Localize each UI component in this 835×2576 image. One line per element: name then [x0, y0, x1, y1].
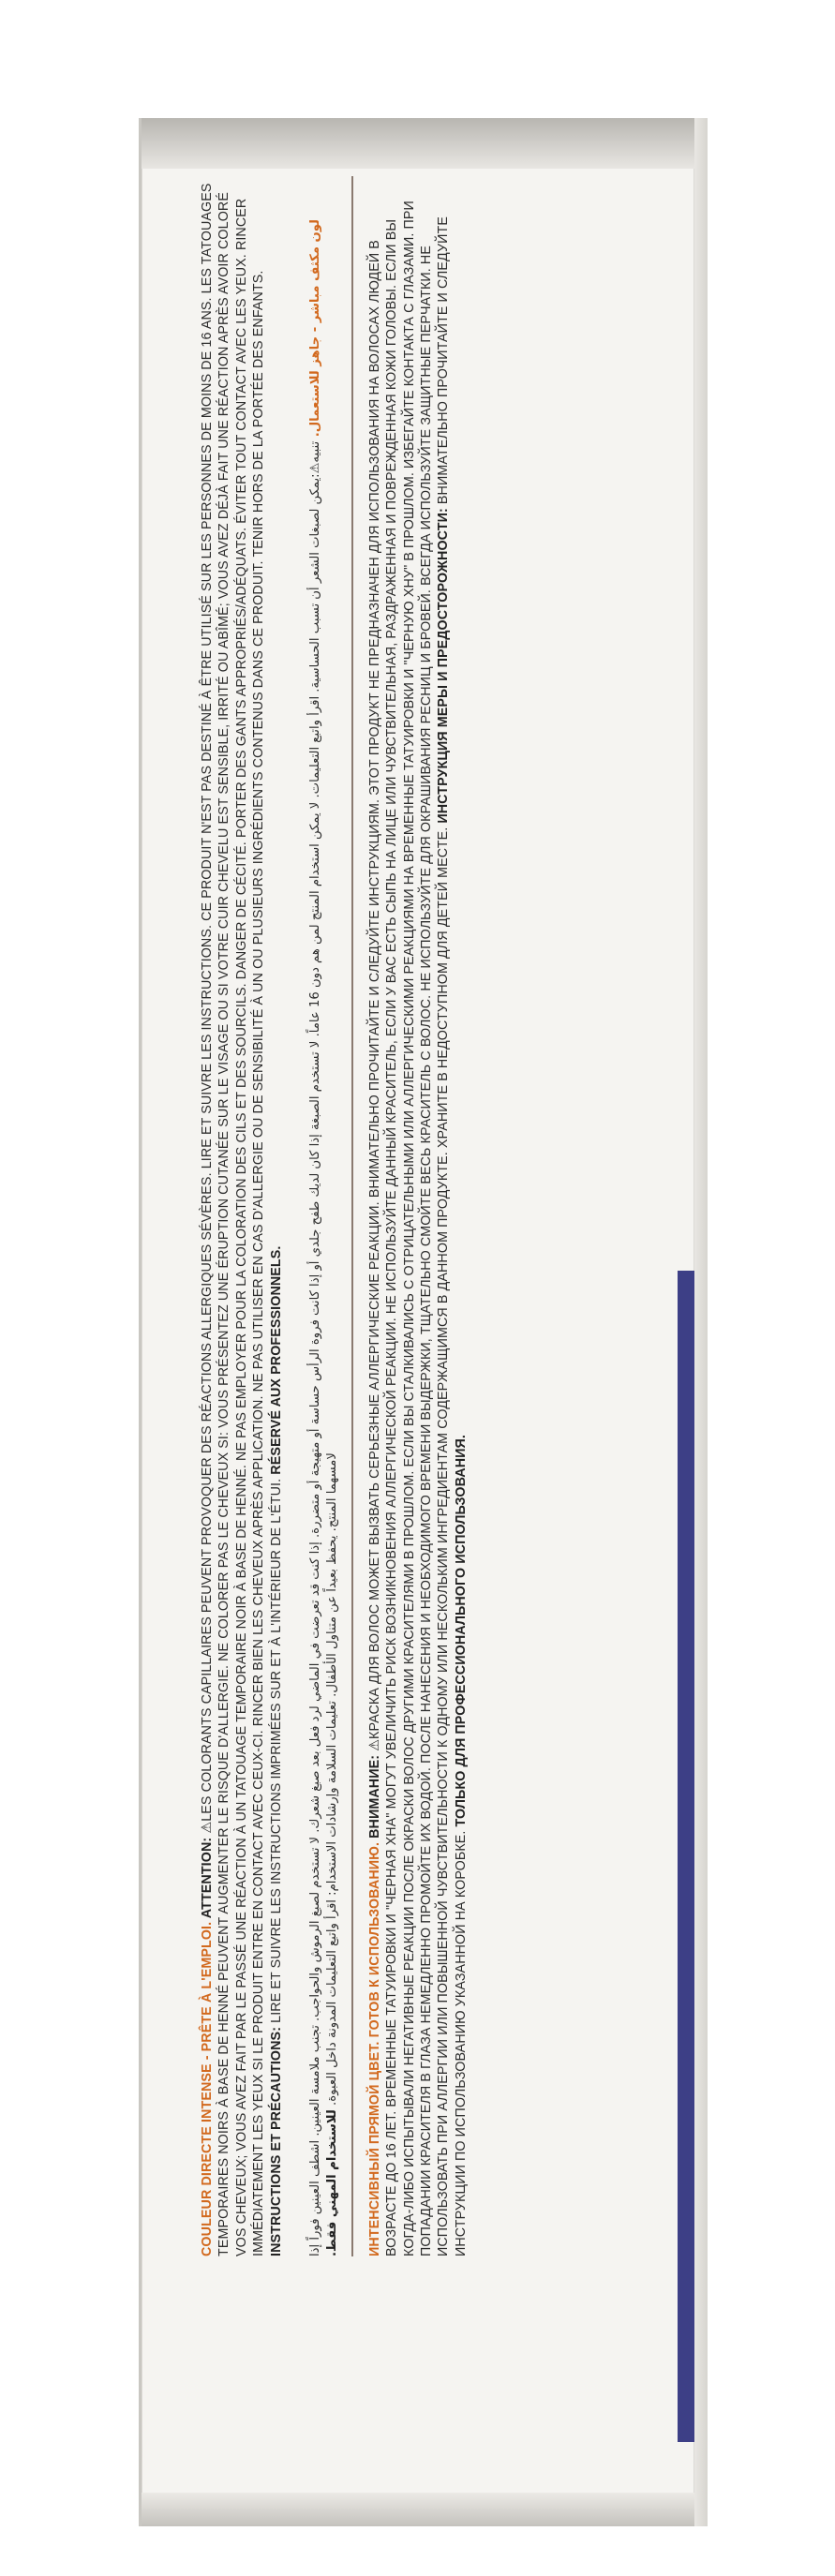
french-instructions-body: LIRE ET SUIVRE LES INSTRUCTIONS IMPRIMÉES SUR ET À L'INTÉRIEUR DE L'ÉTUI.	[268, 1474, 284, 2023]
arabic-title: لون مكثف مباشر - جاهز للاستعمال.	[308, 218, 323, 441]
french-attention-label: ATTENTION:	[200, 1833, 215, 1919]
warning-text-block	[199, 176, 470, 2256]
french-reserve: RÉSERVÉ AUX PROFESSIONNELS.	[268, 1245, 284, 1475]
french-section	[199, 176, 285, 2256]
arabic-warning-body: تنبيه⚠:يمكن لصبغات الشعر أن تسبب الحساسية. اقرأ واتبع التعليمات. لا يمكن استخدام المنتج لمن هم دون 16 عاماً. لا تستخدم الصبغة إذا كان لديك طفح جلدي أو إذا كانت فروة الرأس حساسة أو متهيجة أو متضررة. إذا كنت قد تعرضت في الماضي لرد فعل بعد صبغ شعرك. لا تستخدم لصبغ الرموش والحواجب. تجنب ملامسة العينين. اشطف العينين فوراً إذا لامسهما المنتج. يحفظ بعيداً عن متناول الأطفال.	[308, 440, 340, 2256]
arabic-section	[307, 176, 342, 2256]
russian-attention-label: ВНИМАНИЕ:	[366, 1750, 382, 1839]
russian-instructions-body: ВНИМАТЕЛЬНО ПРОЧИТАЙТЕ И СЛЕДУЙТЕ ИНСТРУКЦИИ ПО ИСПОЛЬЗОВАНИЮ УКАЗАННОЙ НА КОРОБКЕ.	[436, 216, 469, 2256]
panel-bottom-edge	[142, 2493, 694, 2526]
french-title: COULEUR DIRECTE INTENSE - PRÊTE À L'EMPLOI.	[200, 1918, 215, 2256]
section-divider	[351, 176, 353, 2256]
russian-reserve: ТОЛЬКО ДЛЯ ПРОФЕССИОНАЛЬНОГО ИСПОЛЬЗОВАНИЯ.	[453, 1435, 469, 1827]
russian-instructions-label: ИНСТРУКЦИЯ МЕРЫ И ПРЕДОСТОРОЖНОСТИ:	[436, 504, 452, 824]
blue-side-strip	[678, 1271, 694, 2442]
arabic-reserve: للاستخدام المهني فقط.	[325, 2109, 340, 2256]
russian-warning-body: ⚠КРАСКА ДЛЯ ВОЛОС МОЖЕТ ВЫЗВАТЬ СЕРЬЕЗНЫЕ АЛЛЕРГИЧЕСКИЕ РЕАКЦИИ. ВНИМАТЕЛЬНО ПРОЧИТАЙТЕ И СЛЕДУЙТЕ ИНСТРУКЦИЯМ. ЭТОТ ПРОДУКТ НЕ ПРЕДНАЗНАЧЕН ДЛЯ ИСПОЛЬЗОВАНИЯ НА ВОЛОСАХ ЛЮДЕЙ В ВОЗРАСТЕ ДО 16 ЛЕТ. ВРЕМЕННЫЕ ТАТУИРОВКИ И "ЧЕРНАЯ ХНА" МОГУТ УВЕЛИЧИТЬ РИСК ВОЗНИКНОВЕНИЯ АЛЛЕРГИЧЕСКОЙ РЕАКЦИИ. НЕ ИСПОЛЬЗУЙТЕ ДАННЫЙ КРАСИТЕЛЬ, ЕСЛИ У ВАС ЕСТЬ СЫПЬ НА ЛИЦЕ ИЛИ ЧУВСТВИТЕЛЬНАЯ, РАЗДРАЖЕННАЯ И ПОВРЕЖДЕННАЯ КОЖИ ГОЛОВЫ. ЕСЛИ ВЫ КОГДА-ЛИБО ИСПЫТЫВАЛИ НЕГАТИВНЫЕ РЕАКЦИИ ПОСЛЕ ОКРАСКИ ВОЛОС ДРУГИМИ КРАСИТЕЛЯМИ В ПРОШЛОМ. ЕСЛИ ВЫ СТАЛКИВАЛИСЬ С ОТРИЦАТЕЛЬНЫМИ ИЛИ АЛЛЕРГИЧЕСКИМИ РЕАКЦИЯМИ НА ВРЕМЕННЫЕ ТАТУИРОВКИ И "ЧЕРНУЮ ХНУ" В ПРОШЛОМ. ИЗБЕГАЙТЕ КОНТАКТА С ГЛАЗАМИ. ПРИ ПОПАДАНИИ КРАСИТЕЛЯ В ГЛАЗА НЕМЕДЛЕННО ПРОМОЙТЕ ИХ ВОДОЙ. ПОСЛЕ НАНЕСЕНИЯ И НЕОБХОДИМОГО ВРЕМЕНИ ВЫДЕРЖКИ, ТЩАТЕЛЬНО СМОЙТЕ ВЕСЬ КРАСИТЕЛЬ С ВОЛОС. НЕ ИСПОЛЬЗУЙТЕ ДЛЯ ОКРАШИВАНИЯ РЕСНИЦ И БРОВЕЙ. ВСЕГДА ИСПОЛЬЗУЙТЕ ЗАЩИТНЫЕ ПЕРЧАТКИ. НЕ ИСПОЛЬЗОВАТЬ ПРИ АЛЛЕРГИИ ИЛИ ПОВЫШЕННОЙ ЧУВСТВИТЕЛЬНОСТИ К ОДНОМУ ИЛИ НЕСКОЛЬКИМ ИНГРЕДИЕНТАМ СОДЕРЖАЩИМСЯ В ДАННОМ ПРОДУКТЕ. ХРАНИТЕ В НЕДОСТУПНОМ ДЛЯ ДЕТЕЙ МЕСТЕ.	[366, 201, 452, 2256]
arabic-instructions: تعليمات السلامة وإرشادات الاستخدام: اقرأ واتبع التعليمات المدونة داخل العبوة.	[325, 1701, 340, 2110]
panel-top-edge	[142, 118, 694, 169]
russian-section	[366, 176, 470, 2256]
french-warning-body: ⚠LES COLORANTS CAPILLAIRES PEUVENT PROVOQUER DES RÉACTIONS ALLERGIQUES SÉVÈRES. LIRE ET SUIVRE LES INSTRUCTIONS. CE PRODUIT N'EST PAS DESTINÉ À ÊTRE UTILISÉ SUR LES PERSONNES DE MOINS DE 16 ANS. LES TATOUAGES TEMPORAIRES NOIRS À BASE DE HENNÉ PEUVENT AUGMENTER LE RISQUE D'ALLERGIE. NE COLORER PAS LE CHEVEUX SI: VOUS PRÉSENTEZ UNE ÉRUPTION CUTANÉE SUR LE VISAGE OU SI VOTRE CUIR CHEVELU EST SENSIBLE, IRRITÉ OU ABÎMÉ; VOUS AVEZ DÉJÀ FAIT UNE RÉACTION APRÈS AVOIR COLORÉ VOS CHEVEUX; VOUS AVEZ FAIT PAR LE PASSÉ UNE RÉACTION À UN TATOUAGE TEMPORAIRE NOIR À BASE DE HENNÉ. NE PAS EMPLOYER POUR LA COLORATION DES CILS ET DES SOURCILS. DANGER DE CÉCITÉ. PORTER DES GANTS APPROPRIÉS/ADÉQUATS. ÉVITER TOUT CONTACT AVEC LES YEUX. RINCER IMMÉDIATEMENT LES YEUX SI LE PRODUIT ENTRE EN CONTACT AVEC CEUX-CI. RINCER BIEN LES CHEVEUX APRÈS APPLICATION. NE PAS UTILISER EN CAS D'ALLERGIE OU DE SENSIBILITÉ À UN OU PLUSIEURS INGRÉDIENTS CONTENUS DANS CE PRODUIT. TENIR HORS DE LA PORTÉE DES ENFANTS.	[200, 183, 267, 2256]
panel-fold	[694, 118, 708, 2526]
french-instructions-label: INSTRUCTIONS ET PRÉCAUTIONS:	[268, 2022, 284, 2256]
russian-title: ИНТЕНСИВНЫЙ ПРЯМОЙ ЦВЕТ. ГОТОВ К ИСПОЛЬЗОВАНИЮ.	[366, 1838, 382, 2256]
